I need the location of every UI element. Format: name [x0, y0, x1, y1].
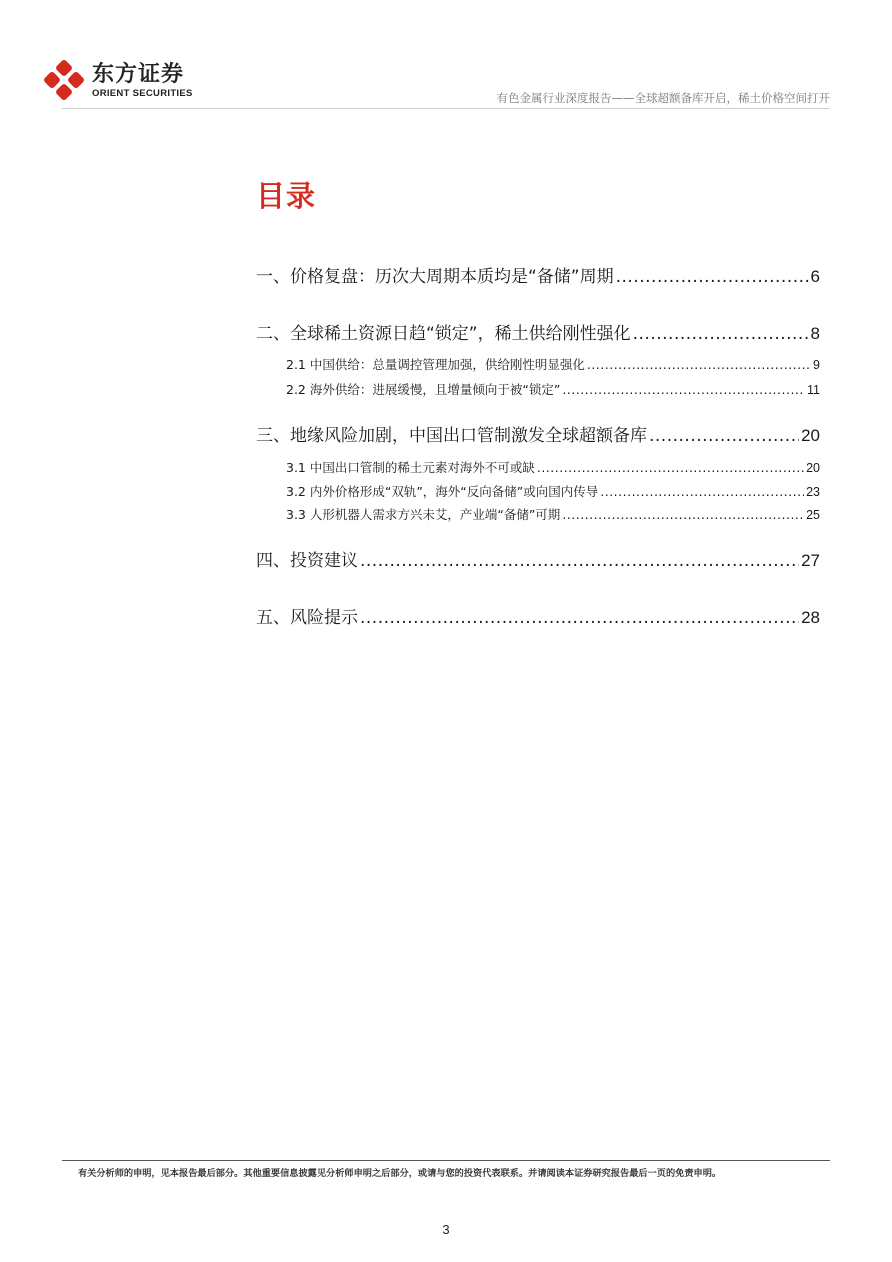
toc-dot-leader	[360, 608, 799, 628]
footer-divider	[62, 1160, 830, 1161]
toc-dot-leader	[587, 357, 811, 372]
toc-entry[interactable]	[256, 546, 820, 571]
toc-page-number: 11	[807, 383, 820, 397]
toc-page-number: 8	[810, 324, 820, 343]
toc-entry-text: 2.2 海外供给：进展缓慢，且增量倾向于被“锁定”	[286, 382, 561, 397]
toc-page-number: 9	[813, 358, 820, 372]
toc-subentry[interactable]	[256, 355, 820, 373]
logo-chinese-name: 东方证券	[92, 62, 185, 87]
toc-dot-leader	[562, 507, 804, 522]
toc-entry-text: 四、投资建议	[256, 551, 358, 571]
toc-dot-leader	[600, 484, 804, 499]
toc-entry-text: 3.1 中国出口管制的稀土元素对海外不可或缺	[286, 460, 535, 475]
toc-entry[interactable]	[256, 603, 820, 628]
toc-page-number: 23	[806, 485, 820, 499]
header-divider	[62, 108, 830, 109]
footer-disclaimer: 有关分析师的申明，见本报告最后部分。其他重要信息披露见分析师申明之后部分，或请与您的投资代表联系。并请阅读本证券研究报告最后一页的免责申明。	[78, 1168, 722, 1179]
toc-dot-leader	[360, 551, 799, 571]
toc-page-number: 28	[801, 608, 820, 627]
company-logo	[44, 60, 194, 102]
toc-entry-text: 三、地缘风险加剧，中国出口管制激发全球超额备库	[256, 426, 647, 446]
toc-dot-leader	[633, 324, 809, 344]
toc-entry[interactable]	[256, 319, 820, 344]
toc-entry-text: 2.1 中国供给：总量调控管理加强，供给刚性明显强化	[286, 357, 585, 372]
toc-entry-text: 五、风险提示	[256, 608, 358, 628]
toc-page-number: 25	[806, 508, 820, 522]
toc-dot-leader	[537, 460, 804, 475]
toc-entry[interactable]	[256, 421, 820, 446]
toc-heading: 目录	[256, 179, 317, 213]
toc-entry-text: 3.2 内外价格形成“双轨”，海外“反向备储”或向国内传导	[286, 484, 599, 499]
toc-dot-leader	[616, 267, 809, 287]
orient-securities-logo-icon	[44, 60, 84, 100]
toc-entry[interactable]	[256, 262, 820, 287]
logo-english-name: ORIENT SECURITIES	[92, 88, 193, 99]
toc-page-number: 20	[801, 426, 820, 445]
toc-page-number: 27	[801, 551, 820, 570]
toc-dot-leader	[649, 426, 799, 446]
page-number: 3	[442, 1222, 450, 1237]
toc-subentry[interactable]	[256, 380, 820, 398]
toc-page-number: 6	[810, 267, 820, 286]
toc-dot-leader	[562, 382, 805, 397]
toc-entry-text: 3.3 人形机器人需求方兴未艾，产业端“备储”可期	[286, 507, 561, 522]
toc-subentry[interactable]	[256, 505, 820, 523]
toc-page-number: 20	[806, 461, 820, 475]
toc-subentry[interactable]	[256, 482, 820, 500]
toc-entry-text: 二、全球稀土资源日趋“锁定”，稀土供给刚性强化	[256, 324, 631, 344]
toc-subentry[interactable]	[256, 458, 820, 476]
report-header-title: 有色金属行业深度报告——全球超额备库开启，稀土价格空间打开	[496, 91, 830, 105]
toc-entry-text: 一、价格复盘：历次大周期本质均是“备储”周期	[256, 267, 614, 287]
